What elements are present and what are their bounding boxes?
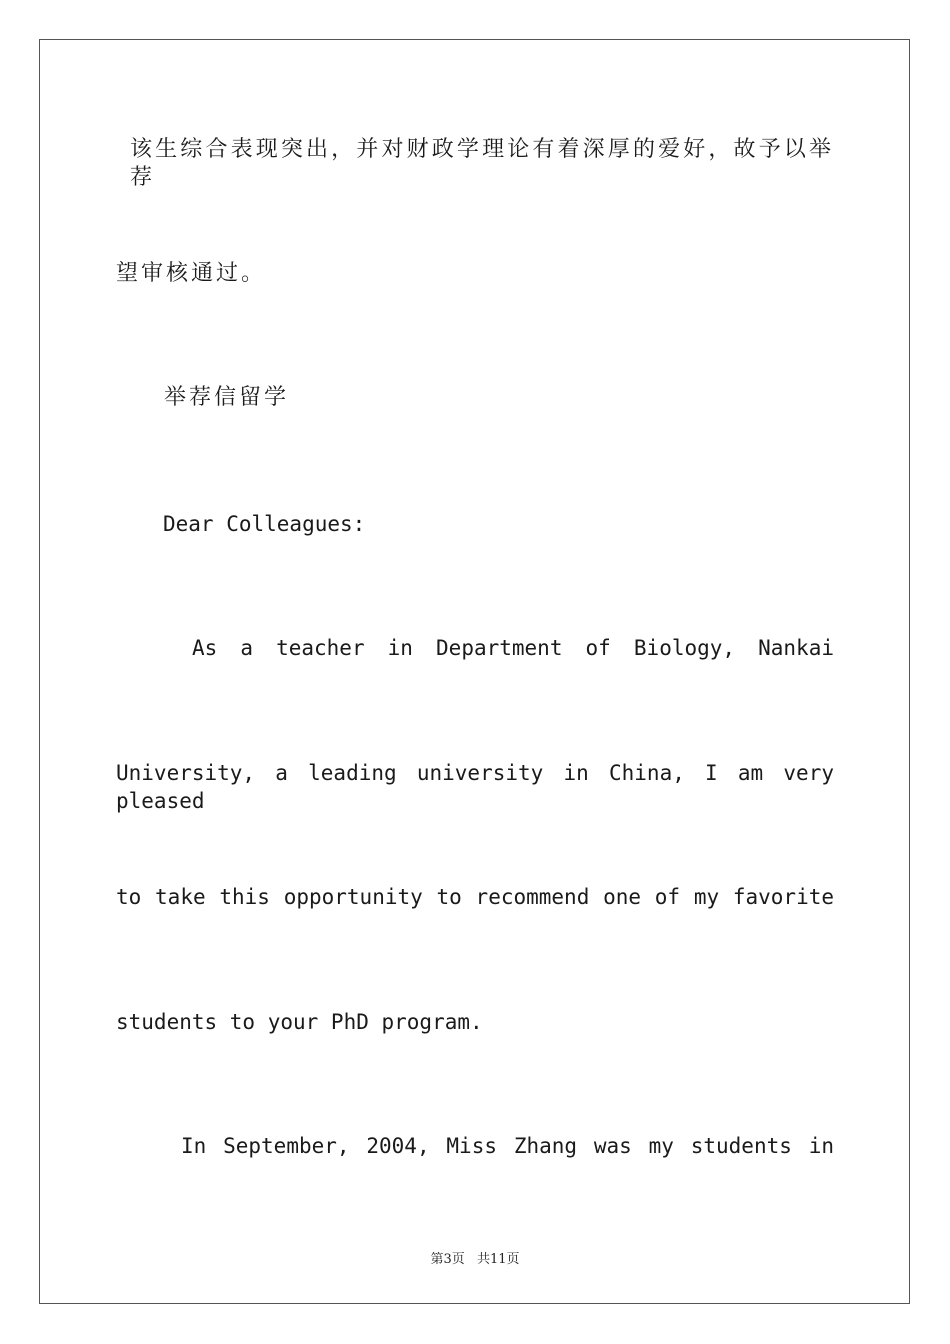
salutation: Dear Colleagues: bbox=[163, 512, 366, 536]
paragraph-line-9: In September, 2004, Miss Zhang was my students in bbox=[181, 1134, 834, 1158]
page-footer bbox=[0, 1248, 950, 1267]
paragraph-line-2: 望审核通过。 bbox=[116, 261, 267, 286]
paragraph-line-1: 该生综合表现突出，并对财政学理论有着深厚的爱好，故予以举荐 bbox=[130, 137, 834, 190]
paragraph-line-7: to take this opportunity to recommend one of my favorite bbox=[116, 885, 834, 909]
paragraph-line-5: As a teacher in Department of Biology, Nankai bbox=[192, 636, 834, 660]
paragraph-line-6: University, a leading university in China, I am very pleased bbox=[116, 761, 834, 813]
page-number: 第3页 bbox=[430, 1252, 465, 1267]
total-pages: 共11页 bbox=[476, 1252, 520, 1267]
page-frame bbox=[39, 39, 910, 1304]
section-heading: 举荐信留学 bbox=[164, 385, 290, 410]
paragraph-line-8: students to your PhD program. bbox=[116, 1010, 483, 1034]
